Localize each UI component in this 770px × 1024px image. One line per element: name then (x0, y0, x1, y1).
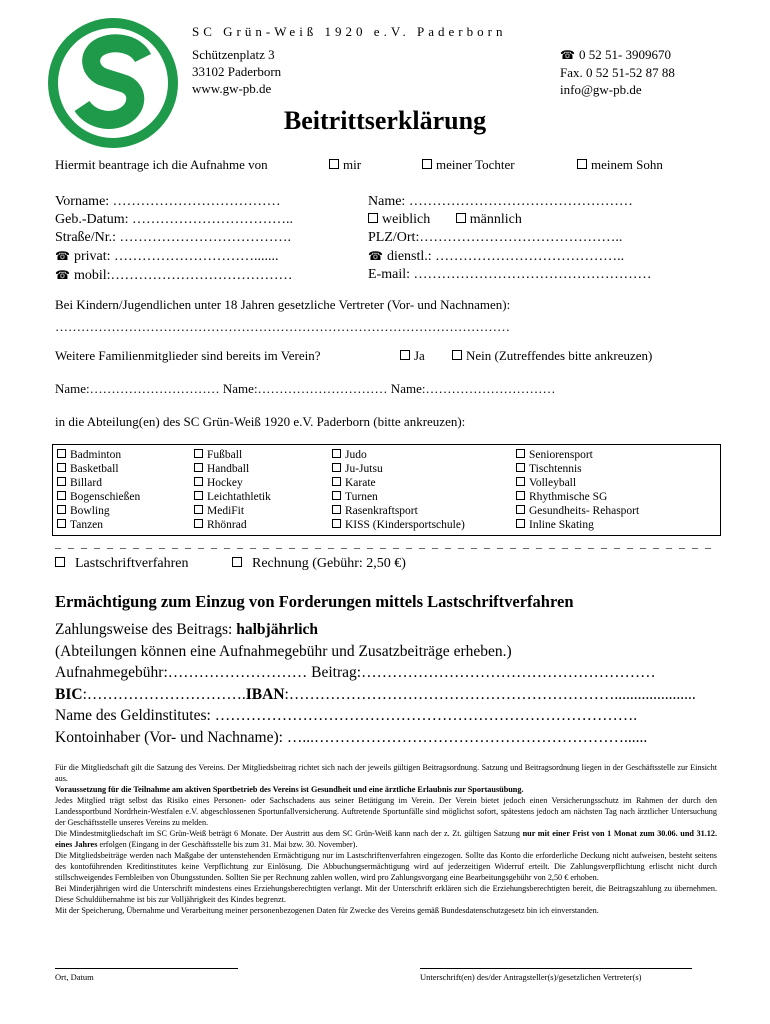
terms-paragraph: Die Mindestmitgliedschaft im SC Grün-Weiß beträgt 6 Monate. Der Austritt aus dem SC Grün-Weiß kann nach der z. Zt. gültigen Satzung nur mit einer Frist von 1 Monat zum 30.06. und 31.12. eines Jahres erfolgen (Eingang in der Geschäftsstelle bis zum 31. Mai bzw. 30. November). (55, 829, 717, 849)
dept-item[interactable]: Tanzen (57, 518, 140, 532)
strasse-field[interactable]: Straße/Nr.: ………………………………. (55, 230, 292, 245)
intro-text: Hiermit beantrage ich die Aufnahme von (55, 157, 268, 172)
family-ja[interactable]: Ja (400, 348, 425, 364)
iban-label: IBAN (245, 685, 285, 703)
ort-datum-label: Ort, Datum (55, 972, 94, 982)
checkbox[interactable] (194, 519, 203, 528)
club-street: Schützenplatz 3 (192, 47, 275, 62)
checkbox[interactable] (332, 449, 341, 458)
dept-item[interactable]: Gesundheits- Rehasport (516, 504, 639, 518)
departments-col-4 (516, 448, 639, 532)
checkbox[interactable] (194, 449, 203, 458)
checkbox[interactable] (194, 463, 203, 472)
checkbox[interactable] (516, 449, 525, 458)
geburtsdatum-field[interactable]: Geb.-Datum: …………………………….. (55, 212, 293, 227)
bic-iban-row[interactable]: BIC:………………………….IBAN:………………………………………………………..................... (55, 685, 696, 703)
option-tochter[interactable]: meiner Tochter (422, 157, 515, 173)
personal-right (368, 193, 652, 284)
checkbox[interactable] (456, 213, 466, 223)
dept-item[interactable]: Karate (332, 476, 465, 490)
checkbox[interactable] (516, 505, 525, 514)
checkbox[interactable] (232, 557, 242, 567)
checkbox[interactable] (332, 505, 341, 514)
dept-item[interactable]: Leichtathletik (194, 490, 271, 504)
checkbox[interactable] (57, 505, 66, 514)
terms-paragraph: Jedes Mitglied trägt selbst das Risiko eines Personen- oder Sachschadens aus seiner Betätigung im Verein. Der Verein bietet jedoch einen Versicherungsschutz im Rahmen der durch den Landessportbund Nordrhein-Westfalen e.V. abgeschlossenen Sportunfallversicherung. Auftretende Sportunfälle sind möglichst sofort, spätestens jedoch am nächsten Tag nach ärztlicher Untersuchung der Geschäftsstelle unseres Vereins zu melden. (55, 796, 717, 827)
bic-label: BIC (55, 685, 83, 703)
weiblich-option[interactable]: weiblich (368, 212, 430, 227)
departments-text: in die Abteilung(en) des SC Grün-Weiß 1920 e.V. Paderborn (bitte ankreuzen): (55, 414, 466, 429)
dept-item[interactable]: Bowling (57, 504, 140, 518)
phone-icon: ☎ (560, 48, 575, 62)
club-email[interactable]: info@gw-pb.de (560, 82, 642, 97)
phone-icon: ☎ (368, 249, 383, 263)
dept-item[interactable]: Rhönrad (194, 518, 271, 532)
checkbox[interactable] (57, 519, 66, 528)
checkbox[interactable] (194, 477, 203, 486)
minors-text: Bei Kindern/Jugendlichen unter 18 Jahren gesetzliche Vertreter (Vor- und Nachnamen): (55, 297, 511, 312)
checkbox[interactable] (194, 491, 203, 500)
checkbox[interactable] (57, 449, 66, 458)
checkbox[interactable] (57, 477, 66, 486)
dept-item[interactable]: Tischtennis (516, 462, 639, 476)
gebuehr-row[interactable]: Aufnahmegebühr:……………………… Beitrag:………………………………………………… (55, 664, 656, 681)
dept-item[interactable]: Volleyball (516, 476, 639, 490)
club-city: 33102 Paderborn (192, 64, 282, 79)
dept-item[interactable]: Hockey (194, 476, 271, 490)
checkbox[interactable] (400, 350, 410, 360)
checkbox[interactable] (516, 463, 525, 472)
option-mir[interactable]: mir (329, 157, 361, 173)
checkbox[interactable] (57, 491, 66, 500)
dept-item[interactable]: Fußball (194, 448, 271, 462)
geldinstitut-row[interactable]: Name des Geldinstitutes: ………………………………………………………………………. (55, 707, 638, 724)
dept-item[interactable]: Billard (57, 476, 140, 490)
departments-col-3 (332, 448, 465, 532)
terms-paragraph: Die Mitgliedsbeiträge werden nach Maßgabe der untenstehenden Ermächtigung nur im Lastschriftenverfahren eingezogen. Sollte das Konto die erforderliche Deckung nicht aufweisen, besteht seitens des kontoführenden Kreditinstitutes keine Verpflichtung zur Einlösung. Die Abbuchungsermächtigung wird auf jederzeitigen Widerruf erteilt. Die Zahlungsverpflichtung erlischt nicht durch stillschweigendes Fernbleiben von Übungsstunden. Sollten Sie per Rechnung zahlen wollen, wird pro Zahlungsvorgang eine Bearbeitungsgebühr von 2,50 € erhoben. (55, 851, 717, 882)
dept-item[interactable]: Seniorensport (516, 448, 639, 462)
checkbox[interactable] (516, 491, 525, 500)
option-sohn[interactable]: meinem Sohn (577, 157, 663, 173)
dept-item[interactable]: Inline Skating (516, 518, 639, 532)
cut-line: _ _ _ _ _ _ _ _ _ _ _ _ _ _ _ _ _ _ _ _ _ _ _ _ _ _ _ _ _ _ _ _ _ _ _ _ _ _ _ _ _ _ _ _ _ _ _ _ _ _ _ (55, 536, 713, 550)
club-contact (560, 46, 675, 98)
club-fax: Fax. 0 52 51-52 87 88 (560, 65, 675, 80)
club-phone: 0 52 51- 3909670 (578, 47, 672, 62)
checkbox[interactable] (422, 159, 432, 169)
date-signature-line[interactable] (55, 968, 238, 969)
dept-item[interactable]: Bogenschießen (57, 490, 140, 504)
club-address (192, 46, 281, 97)
name-field[interactable]: Name: ………………………………………… (368, 194, 633, 209)
dept-item[interactable]: Ju-Jutsu (332, 462, 465, 476)
terms-text (55, 762, 717, 916)
dienstl-phone-field[interactable]: ☎ dienstl.: ………………………………….. (368, 249, 625, 264)
dept-item[interactable]: Badminton (57, 448, 140, 462)
terms-paragraph: Mit der Speicherung, Übernahme und Verarbeitung meiner personenbezogenen Daten für Zwecke des Vereins gemäß Bundesdatenschutzgesetz bin ich einverstanden. (55, 906, 599, 915)
vorname-field[interactable]: Vorname: ……………………………… (55, 194, 281, 209)
dept-item[interactable]: Judo (332, 448, 465, 462)
terms-paragraph: Für die Mitgliedschaft gilt die Satzung des Vereins. Der Mitgliedsbeitrag richtet sich nach der jeweils gültigen Beitragsordnung. Satzung und Beitragsordnung liegen in der Geschäftsstelle zur Einsicht aus. (55, 763, 717, 783)
mobil-phone-field[interactable]: ☎ mobil:………………………………… (55, 268, 293, 283)
club-website[interactable]: www.gw-pb.de (192, 81, 272, 96)
family-nein[interactable]: Nein (Zutreffendes bitte ankreuzen) (452, 348, 652, 364)
phone-icon: ☎ (55, 268, 70, 282)
checkbox[interactable] (329, 159, 339, 169)
plz-ort-field[interactable]: PLZ/Ort:…………………………………….. (368, 230, 623, 245)
terms-paragraph: Voraussetzung für die Teilnahme am aktiven Sportbetrieb des Vereins ist Gesundheit und eine ärztliche Erlaubnis zur Sportausübung. (55, 785, 524, 794)
sepa-block (55, 619, 696, 748)
departments-table (52, 444, 721, 536)
zahlungsweise-row: Zahlungsweise des Beitrags: halbjährlich (55, 621, 319, 638)
departments-col-1 (57, 448, 140, 532)
checkbox[interactable] (516, 477, 525, 486)
checkbox[interactable] (368, 213, 378, 223)
dept-item[interactable]: Rasenkraftsport (332, 504, 465, 518)
checkbox[interactable] (332, 463, 341, 472)
personal-left (55, 193, 293, 285)
gender-row (368, 211, 652, 229)
checkbox[interactable] (332, 519, 341, 528)
departments-col-2 (194, 448, 271, 532)
dept-item[interactable]: Handball (194, 462, 271, 476)
dept-item[interactable]: Turnen (332, 490, 465, 504)
dept-item[interactable]: MediFit (194, 504, 271, 518)
signature-line[interactable] (420, 968, 692, 969)
kontoinhaber-row[interactable]: Kontoinhaber (Vor- und Nachname): …...……………………………………………………...... (55, 728, 648, 746)
checkbox[interactable] (57, 463, 66, 472)
signature-label: Unterschrift(en) des/der Antragsteller(s)/gesetzlichen Vertreter(s) (420, 972, 642, 982)
sepa-heading: Ermächtigung zum Einzug von Forderungen mittels Lastschriftverfahren (55, 592, 574, 611)
club-name: SC Grün-Weiß 1920 e.V. Paderborn (192, 24, 507, 39)
checkbox[interactable] (577, 159, 587, 169)
checkbox[interactable] (55, 557, 65, 567)
zahlungsweise-value: halbjährlich (236, 621, 319, 638)
checkbox[interactable] (452, 350, 462, 360)
checkbox[interactable] (332, 477, 341, 486)
minors-line[interactable]: …………………………………………………………………………………………… (55, 319, 510, 334)
family-question: Weitere Familienmitglieder sind bereits im Verein? (55, 348, 321, 363)
family-names[interactable]: Name:………………………… Name:………………………… Name:………………………… (55, 381, 556, 396)
checkbox[interactable] (516, 519, 525, 528)
dept-item[interactable]: Rhythmische SG (516, 490, 639, 504)
phone-icon: ☎ (55, 249, 70, 263)
email-field[interactable]: E-mail: …………………………………………… (368, 267, 652, 282)
terms-paragraph: Bei Minderjährigen wird die Unterschrift mindestens eines Erziehungsberechtigten verlangt. Mit der Unterschrift erklären sich die Erziehungsberechtigten bereit, die Beitragszahlung zu übernehmen. Diese Schuldübernahme ist bis zur Volljährigkeit des Kindes begrenzt. (55, 884, 717, 904)
privat-phone-field[interactable]: ☎ privat: …………………………....... (55, 249, 279, 264)
maennlich-option[interactable]: männlich (456, 212, 522, 227)
checkbox[interactable] (332, 491, 341, 500)
sepa-note: (Abteilungen können eine Aufnahmegebühr und Zusatzbeiträge erheben.) (55, 642, 512, 660)
payment-rechnung[interactable]: Rechnung (Gebühr: 2,50 €) (232, 556, 406, 572)
dept-item[interactable]: KISS (Kindersportschule) (332, 518, 465, 532)
page-title: Beitrittserklärung (283, 106, 487, 135)
payment-lastschrift[interactable]: Lastschriftverfahren (55, 556, 189, 572)
dept-item[interactable]: Basketball (57, 462, 140, 476)
checkbox[interactable] (194, 505, 203, 514)
